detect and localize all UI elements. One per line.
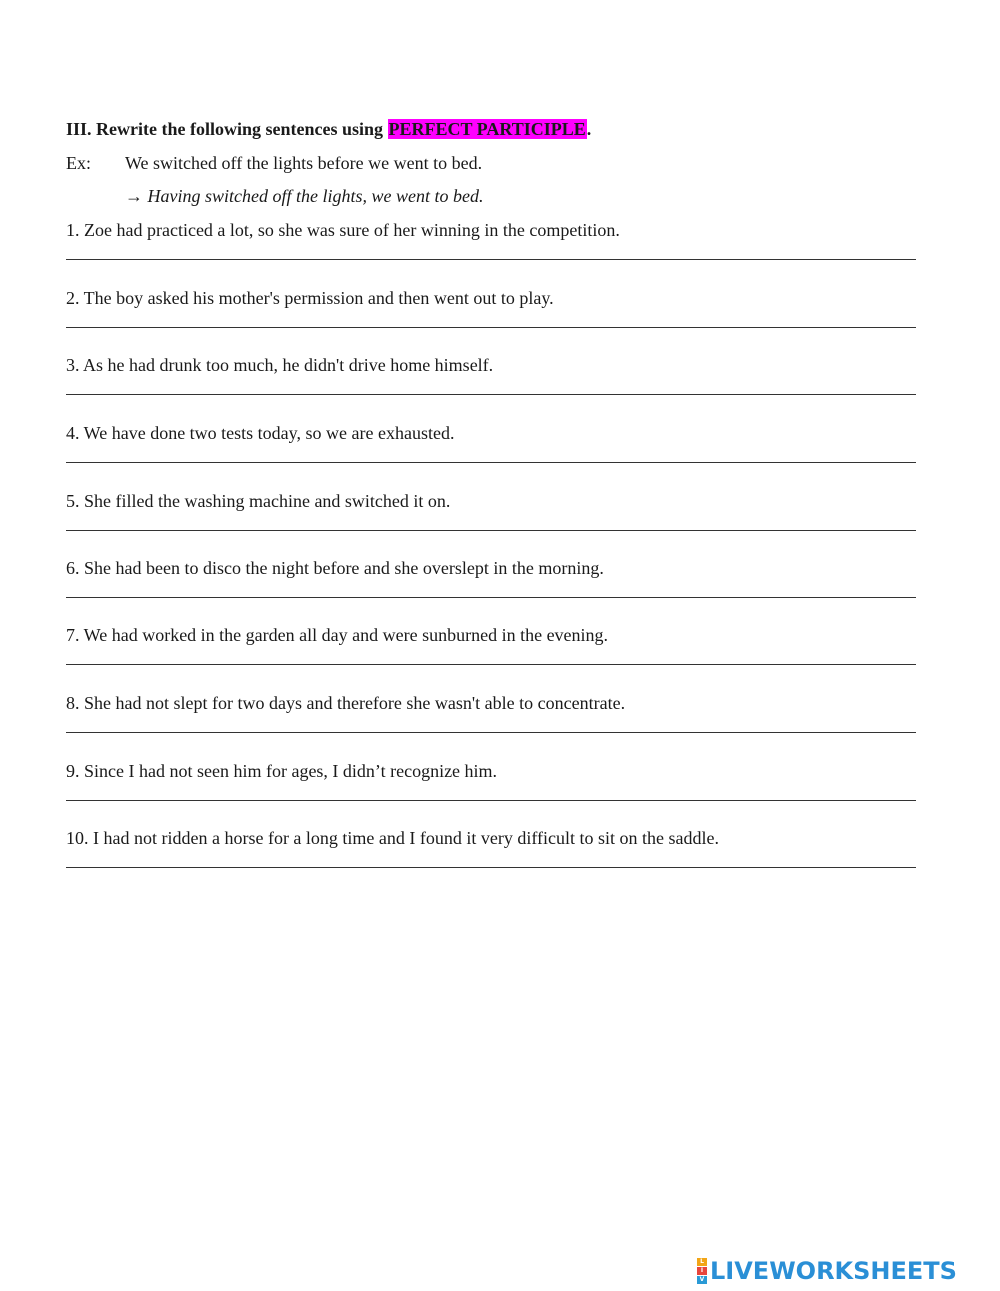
question-text: 6. She had been to disco the night before and she overslept in the morning. — [66, 558, 604, 578]
question-text: 10. I had not ridden a horse for a long time and I found it very difficult to sit on the saddle. — [66, 828, 720, 848]
question-9 — [66, 759, 926, 827]
question-4 — [66, 421, 926, 489]
question-7 — [66, 623, 926, 691]
question-5 — [66, 489, 926, 557]
question-text: 4. We have done two tests today, so we are exhausted. — [66, 423, 455, 443]
question-text: 5. She filled the washing machine and switched it on. — [66, 491, 451, 511]
answer-input-9[interactable] — [66, 800, 916, 801]
example-sentence-row — [66, 151, 482, 175]
logo-block-l: L — [697, 1258, 707, 1266]
logo-block-v: V — [697, 1276, 707, 1284]
example-answer: → Having switched off the lights, we went to bed. — [125, 186, 484, 206]
answer-input-6[interactable] — [66, 597, 916, 598]
logo-block-i: I — [697, 1267, 707, 1275]
question-text: 3. As he had drunk too much, he didn't drive home himself. — [66, 355, 494, 375]
answer-input-5[interactable] — [66, 530, 916, 531]
example-label: Ex: — [66, 153, 91, 173]
section-heading — [66, 117, 591, 141]
question-10 — [66, 826, 926, 894]
question-1 — [66, 218, 926, 286]
answer-input-10[interactable] — [66, 867, 916, 868]
question-text: 7. We had worked in the garden all day and were sunburned in the evening. — [66, 625, 609, 645]
question-text: 8. She had not slept for two days and therefore she wasn't able to concentrate. — [66, 693, 626, 713]
question-text: 2. The boy asked his mother's permission and then went out to play. — [66, 288, 554, 308]
question-8 — [66, 691, 926, 759]
answer-input-7[interactable] — [66, 664, 916, 665]
question-text: 9. Since I had not seen him for ages, I didn’t recognize him. — [66, 761, 498, 781]
answer-input-1[interactable] — [66, 259, 916, 260]
question-3 — [66, 353, 926, 421]
question-2 — [66, 286, 926, 354]
answer-input-2[interactable] — [66, 327, 916, 328]
liveworksheets-logo — [697, 1257, 957, 1285]
example-sentence: We switched off the lights before we went to bed. — [125, 153, 483, 173]
heading-highlight: PERFECT PARTICIPLE — [388, 119, 586, 139]
answer-input-4[interactable] — [66, 462, 916, 463]
logo-blocks-icon — [697, 1258, 707, 1284]
question-6 — [66, 556, 926, 624]
heading-text: III. Rewrite the following sentences using — [66, 119, 388, 139]
logo-text: LIVEWORKSHEETS — [710, 1257, 957, 1285]
answer-input-8[interactable] — [66, 732, 916, 733]
question-text: 1. Zoe had practiced a lot, so she was sure of her winning in the competition. — [66, 220, 620, 240]
heading-period: . — [586, 119, 592, 139]
answer-input-3[interactable] — [66, 394, 916, 395]
